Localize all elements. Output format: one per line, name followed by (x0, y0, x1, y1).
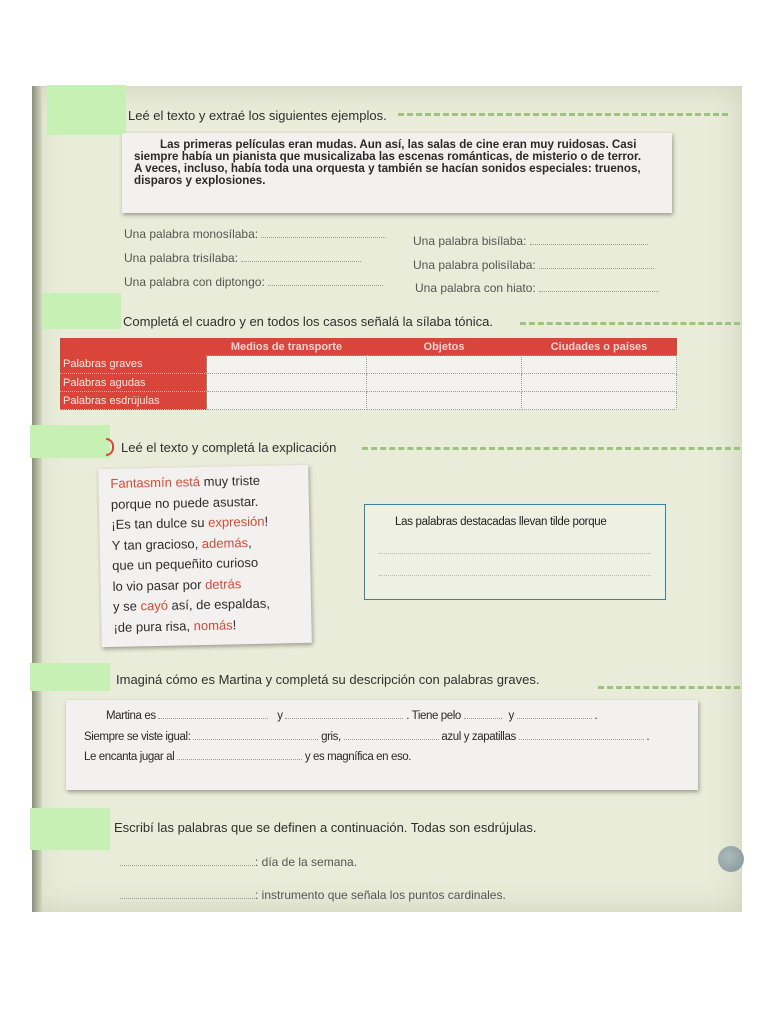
passage-text (122, 133, 672, 187)
text-fragment: . Tiene pelo (406, 710, 461, 722)
answer-blank[interactable] (120, 898, 255, 899)
poem-fragment: ¡Es tan dulce su (111, 514, 209, 532)
green-label-box-2 (42, 293, 121, 329)
instruction-2: Completá el cuadro y en todos los casos señalá la sílaba tónica. (123, 314, 493, 329)
row-header: Palabras graves (60, 356, 207, 374)
highlighted-word: nomás (193, 616, 233, 633)
text-fragment: Martina es (106, 710, 156, 722)
table-cell[interactable] (367, 356, 522, 374)
poem-card (98, 465, 312, 647)
prompt-label: Una palabra con diptongo: (124, 275, 265, 289)
answer-line[interactable] (379, 553, 651, 554)
poem-fragment: lo vio pasar por (112, 576, 206, 594)
green-label-box-1 (47, 85, 126, 135)
answer-blank[interactable] (268, 285, 383, 286)
passage-line: Las primeras películas eran mudas. Aun así, las salas de cine eran muy ruidosas. Casi (160, 138, 637, 151)
description-card (66, 700, 698, 790)
prompt-polisilaba (413, 258, 654, 272)
table-row (60, 356, 677, 374)
description-line-3 (84, 751, 411, 763)
instruction-4: Imaginá cómo es Martina y completá su descripción con palabras graves. (116, 672, 540, 687)
text-fragment: . (646, 731, 650, 743)
definition-text: : día de la semana. (255, 855, 358, 869)
dashed-divider-1 (398, 113, 728, 116)
page-edge (32, 86, 42, 912)
instruction-3: Leé el texto y completá la explicación (121, 440, 337, 455)
column-header: Medios de transporte (207, 338, 367, 356)
prompt-label: Una palabra trisílaba: (124, 251, 239, 265)
highlighted-word: además (201, 534, 249, 551)
answer-blank[interactable] (120, 865, 255, 866)
poem-fragment: ¡de pura risa, (113, 617, 194, 635)
answer-blank[interactable] (193, 739, 318, 740)
table-row (60, 392, 677, 410)
answer-blank[interactable] (464, 718, 502, 719)
answer-blank[interactable] (241, 261, 361, 262)
table-cell[interactable] (522, 392, 677, 410)
dashed-divider-4 (598, 686, 740, 689)
poem-fragment: ! (264, 513, 269, 529)
green-label-box-3 (30, 425, 110, 458)
definition-text: : instrumento que señala los puntos cardinales. (255, 888, 506, 902)
poem-text (98, 465, 311, 638)
prompt-label: Una palabra con hiato: (415, 281, 536, 295)
table-cell[interactable] (522, 356, 677, 374)
explanation-title: Las palabras destacadas llevan tilde porque (395, 516, 607, 528)
table-cell[interactable] (367, 374, 522, 392)
poem-fragment: Y tan gracioso, (111, 535, 202, 553)
text-fragment: y (508, 710, 514, 722)
answer-blank[interactable] (261, 237, 386, 238)
definition-2 (120, 888, 506, 902)
prompt-diptongo (124, 275, 383, 289)
instruction-1: Leé el texto y extraé los siguientes ejemplos. (128, 108, 387, 123)
passage-line: A veces, incluso, había toda una orquesta y también se hacían sonidos especiales: truenos, (134, 162, 641, 175)
green-label-box-4 (30, 663, 110, 691)
text-fragment: Siempre se viste igual: (84, 731, 191, 743)
text-fragment: y (277, 710, 283, 722)
passage-line: siempre había un pianista que musicalizaba las escenas románticas, de misterio o de terror. (134, 150, 642, 163)
text-fragment: Le encanta jugar al (84, 751, 175, 763)
text-fragment: . (594, 710, 598, 722)
prompt-bisilaba (413, 234, 648, 248)
answer-blank[interactable] (177, 759, 302, 760)
table-cell[interactable] (367, 392, 522, 410)
answer-blank[interactable] (519, 739, 644, 740)
poem-fragment: así, de espaldas, (167, 595, 271, 613)
definition-1 (120, 855, 357, 869)
answer-blank[interactable] (344, 739, 439, 740)
poem-fragment: porque no puede asustar. (110, 493, 259, 512)
table-cell[interactable] (207, 374, 367, 392)
answer-blank[interactable] (539, 268, 654, 269)
text-fragment: azul y zapatillas (441, 731, 516, 743)
passage-line: disparos y explosiones. (134, 174, 266, 187)
text-fragment: y es magnífica en eso. (304, 751, 412, 763)
answer-blank[interactable] (285, 718, 403, 719)
green-label-box-5 (30, 808, 110, 850)
table-cell[interactable] (522, 374, 677, 392)
answer-blank[interactable] (539, 291, 659, 292)
table-row (60, 374, 677, 392)
prompt-label: Una palabra bisílaba: (413, 234, 527, 248)
column-header: Objetos (367, 338, 522, 356)
prompt-label: Una palabra polisílaba: (413, 258, 536, 272)
poem-fragment: ! (232, 616, 237, 632)
answer-blank[interactable] (517, 718, 592, 719)
table-cell[interactable] (207, 356, 367, 374)
poem-fragment: y se (112, 598, 141, 614)
page-tab-icon (718, 846, 744, 872)
text-fragment: gris, (321, 731, 341, 743)
poem-fragment: , (247, 534, 252, 550)
syllable-table (60, 338, 677, 410)
prompt-hiato (415, 281, 659, 295)
highlighted-word: cayó (140, 597, 169, 614)
prompt-label: Una palabra monosílaba: (124, 227, 259, 241)
table-header-row (60, 338, 677, 356)
highlighted-word: Fantasmín está (110, 474, 201, 491)
explanation-box (364, 504, 666, 600)
description-line-2 (84, 731, 649, 743)
row-header: Palabras agudas (60, 374, 207, 392)
prompt-trisilaba (124, 251, 361, 265)
poem-fragment: que un pequeñito curioso (112, 554, 259, 573)
column-header: Ciudades o países (522, 338, 677, 356)
answer-line[interactable] (379, 575, 651, 576)
dashed-divider-3 (362, 447, 740, 450)
answer-blank[interactable] (158, 718, 268, 719)
highlighted-word: detrás (204, 575, 242, 592)
prompt-monosilaba (124, 227, 386, 241)
row-header: Palabras esdrújulas (60, 392, 207, 410)
passage-card (122, 133, 672, 213)
highlighted-word: expresión (207, 513, 265, 530)
poem-fragment: muy triste (199, 472, 261, 490)
dashed-divider-2 (520, 322, 740, 325)
table-cell[interactable] (207, 392, 367, 410)
description-line-1 (106, 710, 597, 722)
instruction-5: Escribí las palabras que se definen a continuación. Todas son esdrújulas. (114, 820, 537, 835)
answer-blank[interactable] (530, 244, 648, 245)
poem-line (113, 613, 311, 638)
table-corner (60, 338, 207, 356)
